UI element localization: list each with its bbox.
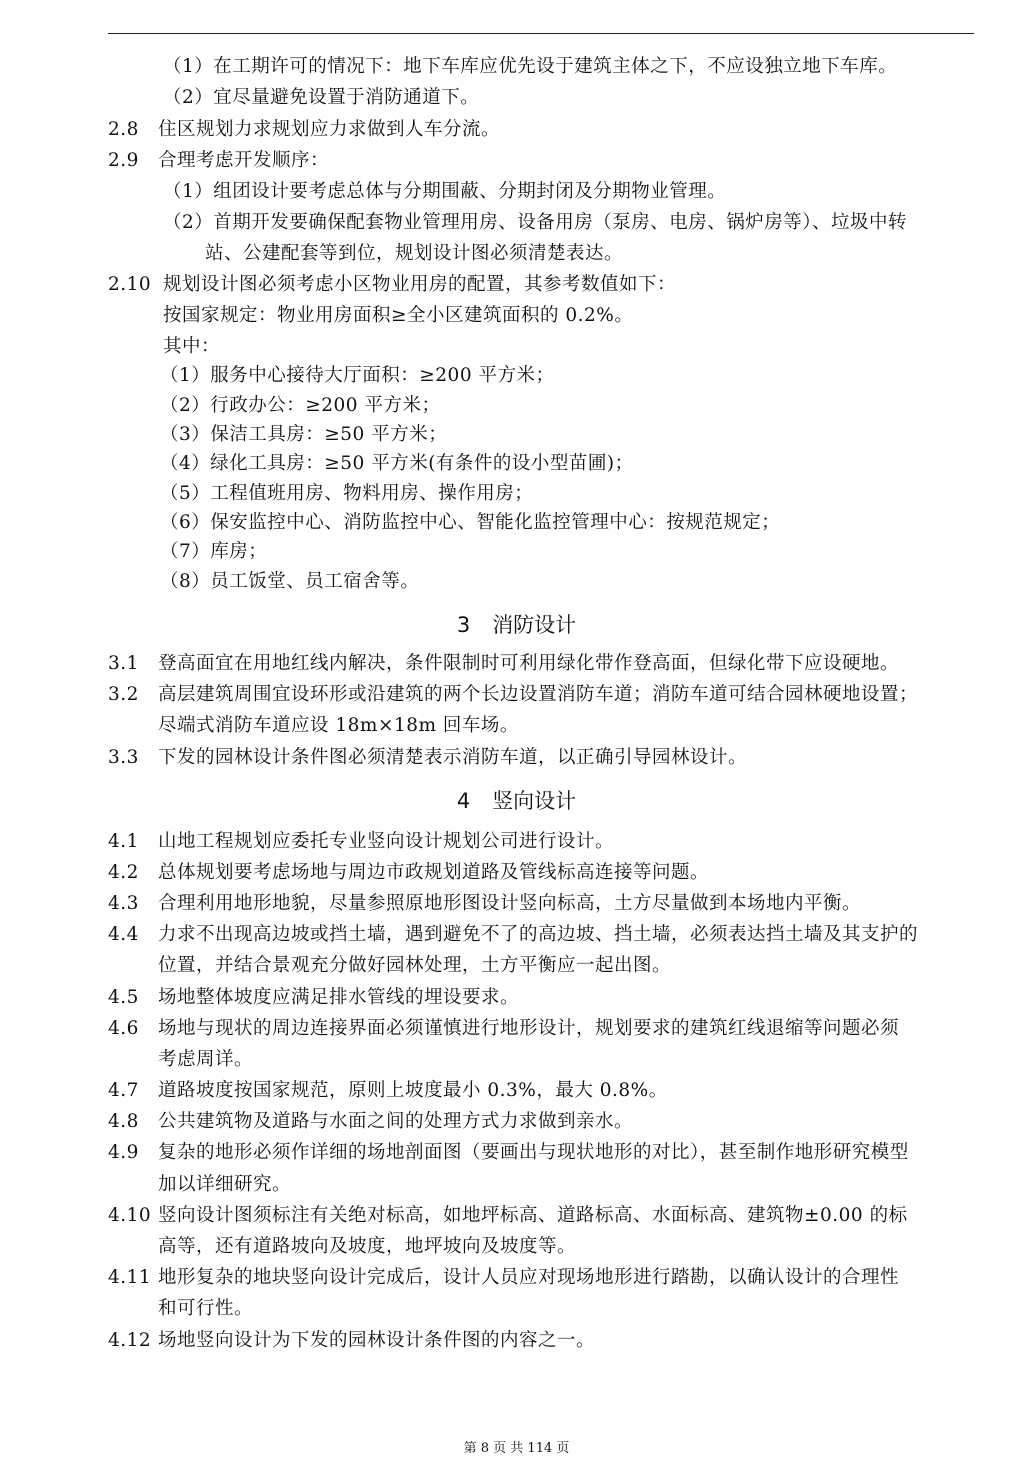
section-heading: 3 消防设计 — [456, 613, 577, 637]
clause: 2.8 住区规划力求规划应力求做到人车分流。 — [108, 119, 501, 140]
list-item: （2）行政办公：≥200 平方米； — [160, 395, 441, 416]
header-rule — [108, 33, 974, 34]
clause: 3.1 登高面宜在用地红线内解决，条件限制时可利用绿化带作登高面，但绿化带下应设硬地。 — [108, 653, 900, 674]
list-item: （3）保洁工具房：≥50 平方米； — [160, 424, 448, 445]
clause: 4.11 地形复杂的地块竖向设计完成后，设计人员应对现场地形进行踏勘，以确认设计的合理性 — [108, 1267, 900, 1288]
clause: 3.3 下发的园林设计条件图必须清楚表示消防车道，以正确引导园林设计。 — [108, 747, 748, 768]
list-item: （6）保安监控中心、消防监控中心、智能化监控管理中心：按规范规定； — [160, 512, 781, 533]
page-footer: 第 8 页 共 114 页 — [463, 1441, 570, 1456]
clause: 3.2 高层建筑周围宜设环形或沿建筑的两个长边设置消防车道；消防车道可结合园林硬地设置； — [108, 684, 919, 705]
list-item: （8）员工饭堂、员工宿舍等。 — [160, 571, 420, 592]
section-heading: 4 竖向设计 — [456, 789, 577, 813]
list-item: （1）服务中心接待大厅面积：≥200 平方米； — [160, 365, 555, 386]
clause: 4.6 场地与现状的周边连接界面必须谨慎进行地形设计，规划要求的建筑红线退缩等问题必须 — [108, 1018, 900, 1039]
list-item: （1）组团设计要考虑总体与分期围蔽、分期封闭及分期物业管理。 — [163, 181, 727, 202]
clause: 4.8 公共建筑物及道路与水面之间的处理方式力求做到亲水。 — [108, 1111, 634, 1132]
clause: 4.1 山地工程规划应委托专业竖向设计规划公司进行设计。 — [108, 831, 615, 852]
list-item: （7）库房； — [160, 541, 268, 562]
clause: 4.7 道路坡度按国家规范，原则上坡度最小 0.3%，最大 0.8%。 — [108, 1080, 668, 1101]
clause: 2.10 规划设计图必须考虑小区物业用房的配置，其参考数值如下： — [108, 274, 677, 295]
clause-continuation: 尽端式消防车道应设 18m×18m 回车场。 — [158, 715, 519, 736]
clause-continuation: 位置，并结合景观充分做好园林处理，土方平衡应一起出图。 — [158, 955, 672, 976]
clause-continuation: 加以详细研究。 — [158, 1174, 292, 1195]
list-item: （4）绿化工具房：≥50 平方米(有条件的设小型苗圃)； — [160, 453, 634, 474]
clause: 4.4 力求不出现高边坡或挡土墙，遇到避免不了的高边坡、挡土墙，必须表达挡土墙及其支护的 — [108, 924, 919, 945]
list-item: （1）在工期许可的情况下：地下车库应优先设于建筑主体之下，不应设独立地下车库。 — [163, 56, 898, 77]
clause: 4.2 总体规划要考虑场地与周边市政规划道路及管线标高连接等问题。 — [108, 862, 710, 883]
clause: 4.3 合理利用地形地貌，尽量参照原地形图设计竖向标高，土方尽量做到本场地内平衡。 — [108, 893, 862, 914]
list-item: （2）首期开发要确保配套物业管理用房、设备用房（泵房、电房、锅炉房等）、垃圾中转 — [163, 212, 908, 233]
clause-continuation: 高等，还有道路坡向及坡度，地坪坡向及坡度等。 — [158, 1236, 577, 1257]
clause: 4.9 复杂的地形必须作详细的场地剖面图（要画出与现状地形的对比），甚至制作地形研究模型 — [108, 1142, 909, 1163]
list-item-continuation: 站、公建配套等到位，规划设计图必须清楚表达。 — [205, 243, 624, 264]
paragraph: 其中： — [163, 336, 221, 357]
clause: 2.9 合理考虑开发顺序： — [108, 150, 330, 171]
list-item: （5）工程值班用房、物料用房、操作用房； — [160, 483, 534, 504]
clause-continuation: 考虑周详。 — [158, 1049, 254, 1070]
list-item: （2）宜尽量避免设置于消防通道下。 — [163, 87, 480, 108]
clause: 4.10 竖向设计图须标注有关绝对标高，如地坪标高、道路标高、水面标高、建筑物±0.00 的标 — [108, 1205, 908, 1226]
clause: 4.12 场地竖向设计为下发的园林设计条件图的内容之一。 — [108, 1330, 596, 1351]
paragraph: 按国家规定：物业用房面积≥全小区建筑面积的 0.2%。 — [163, 305, 634, 326]
clause-continuation: 和可行性。 — [158, 1298, 254, 1319]
clause: 4.5 场地整体坡度应满足排水管线的埋设要求。 — [108, 987, 520, 1008]
